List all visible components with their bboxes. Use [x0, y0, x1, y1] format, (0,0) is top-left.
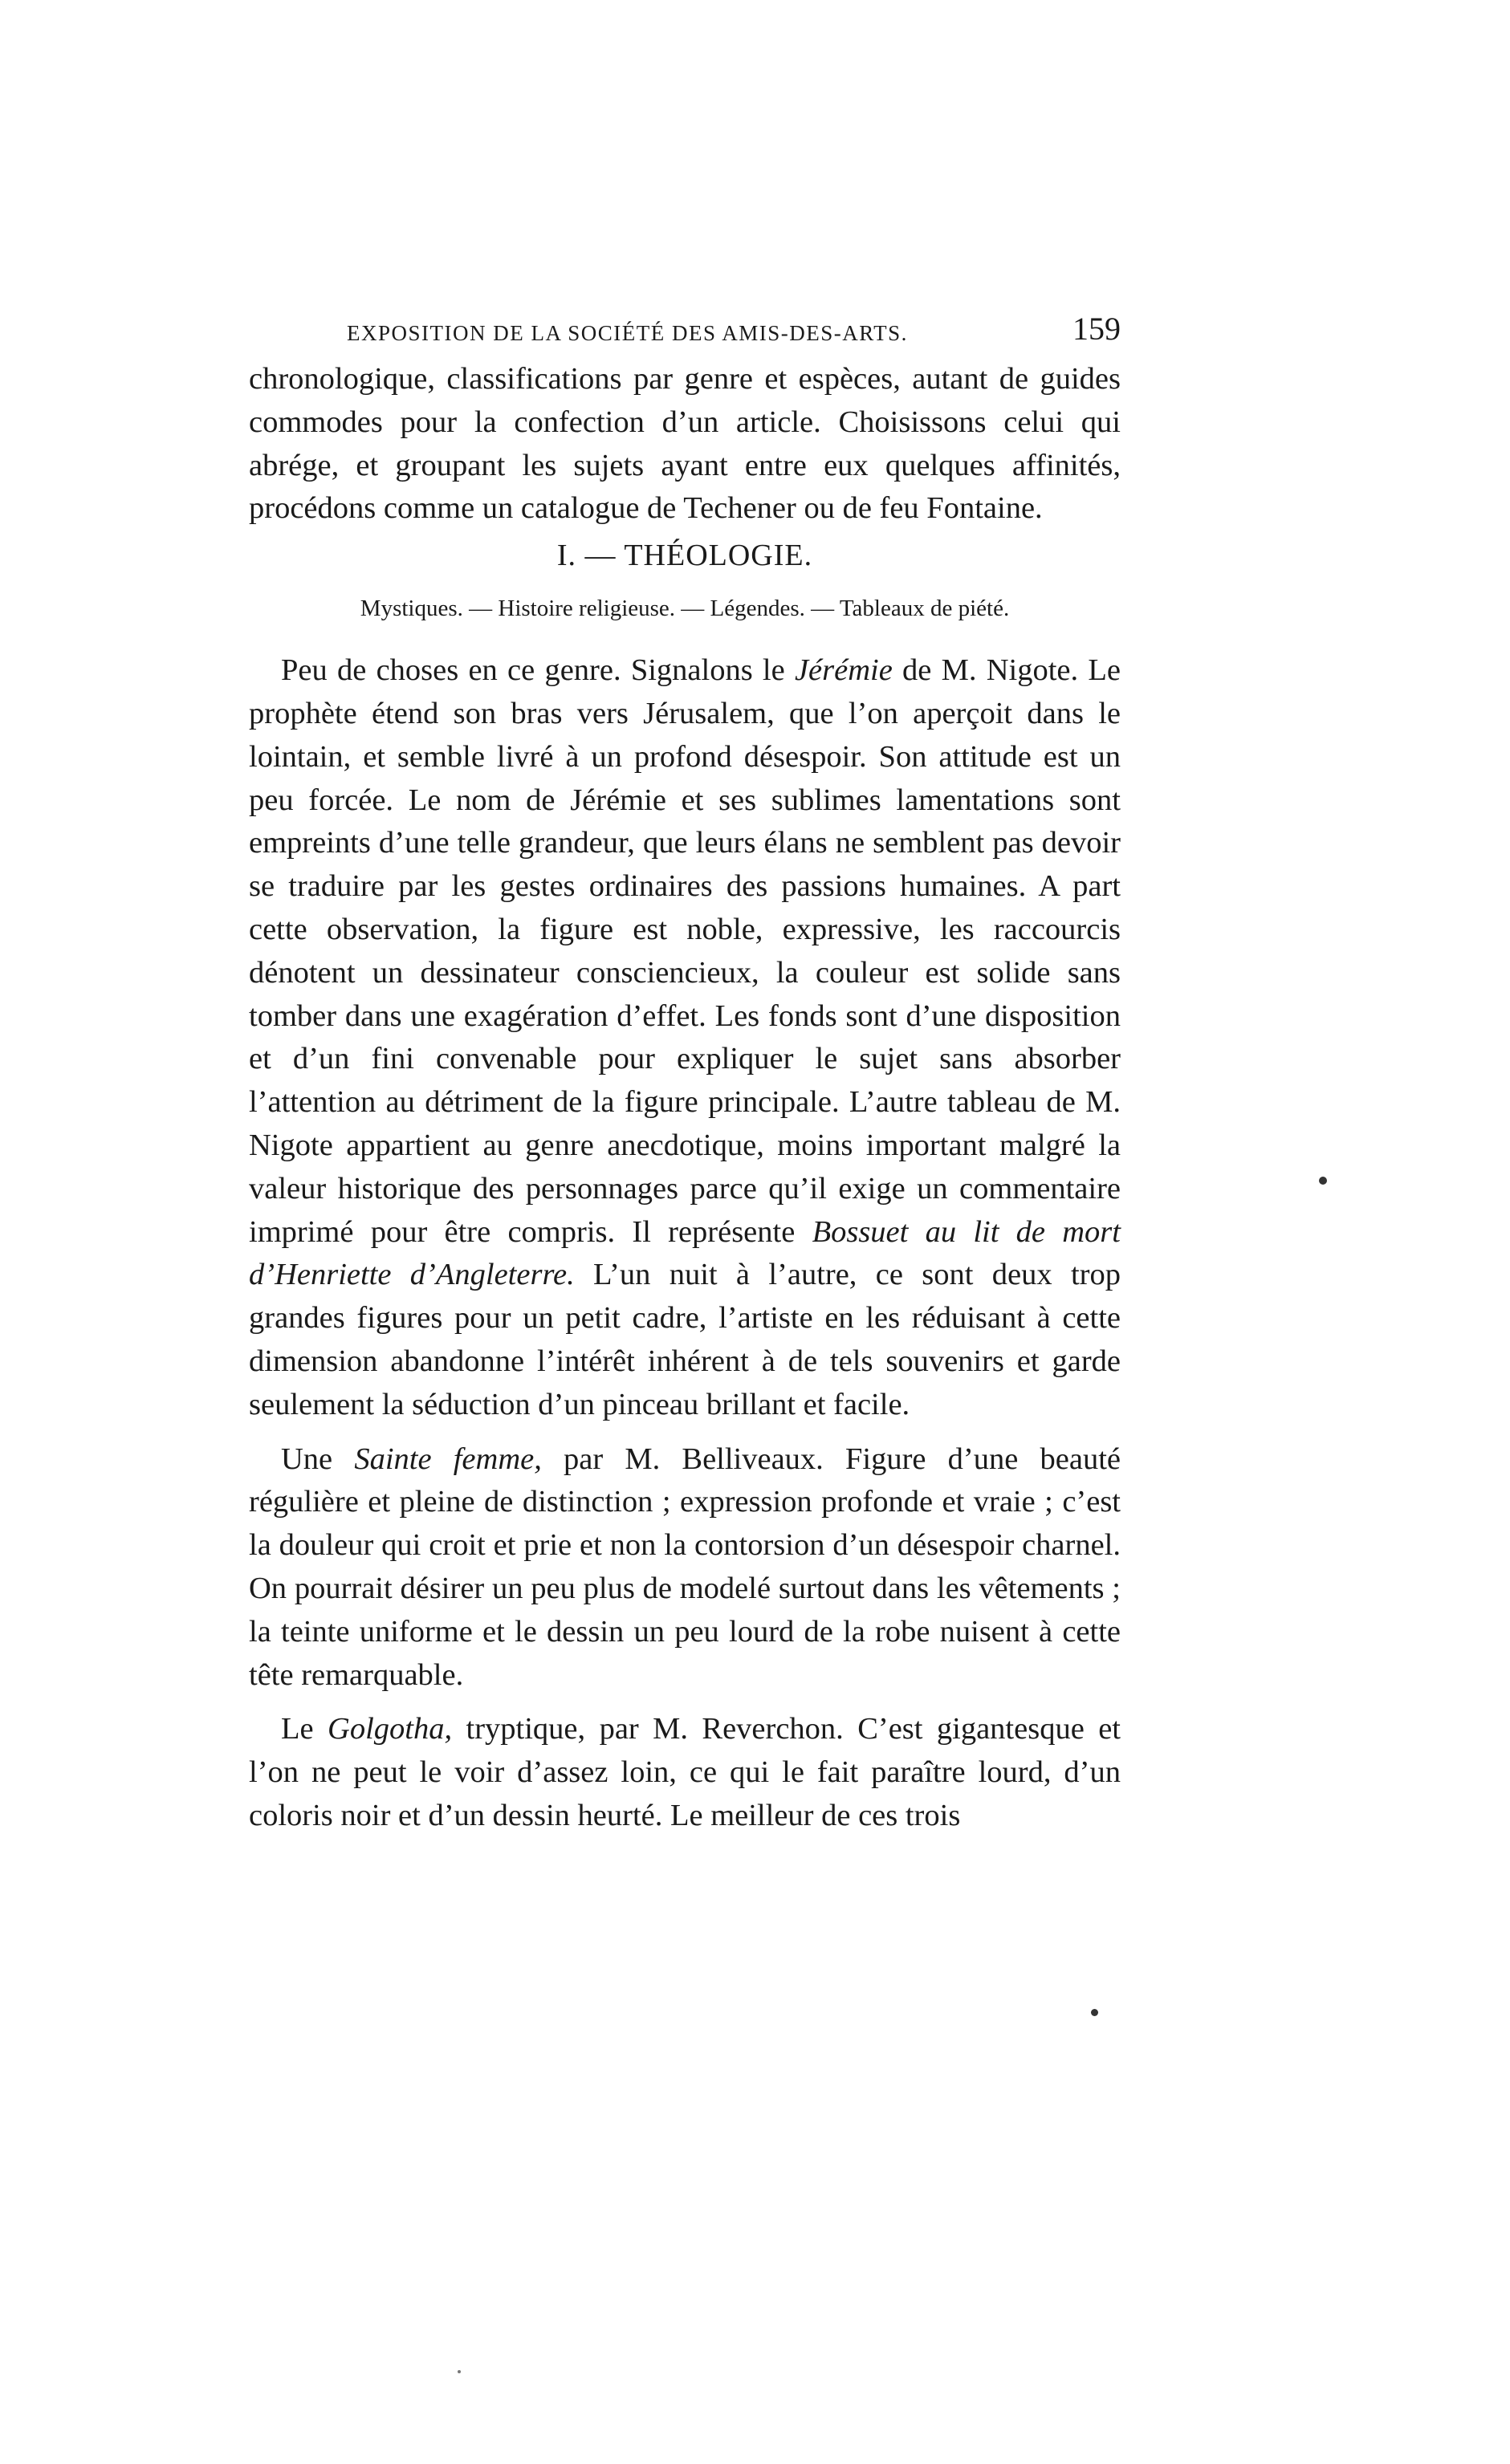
artwork-title: Sainte femme, — [354, 1441, 542, 1476]
paragraph-gap — [249, 1427, 1121, 1438]
running-head — [347, 310, 1121, 358]
paragraph-text: Le — [281, 1712, 328, 1746]
section-heading: I. — THÉOLOGIE. — [556, 539, 813, 573]
paragraph-gap — [249, 1697, 1121, 1708]
paragraph-golgotha — [249, 1708, 1121, 1837]
paragraph-sainte-femme — [249, 1438, 1121, 1698]
section-subheading: Mystiques. — Histoire religieuse. — Légendes. — Tableaux de piété. — [360, 596, 1010, 622]
page-number: 159 — [1072, 311, 1121, 347]
ink-speck — [1091, 2009, 1098, 2016]
intro-paragraph: chronologique, classifications par genre et espèces, autant de guides commodes pour la confection d’un article. Choisissons celui qui abrége, et groupant les sujets ayant entre eux quelques affinités, procédons comme un catalogue de Techener ou de feu Fontaine. — [249, 362, 1121, 526]
running-title: EXPOSITION DE LA SOCIÉTÉ DES AMIS-DES-ARTS. — [347, 321, 908, 345]
paragraph-text: L’un nuit à l’autre, ce sont deux trop grandes figures pour un petit cadre, l’artiste en les réduisant à cette dimension abandonne l’intérêt inhérent à de tels souvenirs et garde seulement la séduction d’un pinceau brillant et facile. — [249, 1258, 1121, 1421]
ink-speck — [458, 2370, 461, 2373]
paragraph-text: par M. Belliveaux. Figure d’une beauté régulière et pleine de distinction ; expression profonde et vraie ; c’est la douleur qui croit et prie et non la contorsion d’un désespoir charnel. On pourrait désirer un peu plus de modelé surtout dans les vêtements ; la teinte uniforme et le dessin un peu lourd de la robe nuisent à cette tête remarquable. — [249, 1441, 1121, 1692]
paragraph-text: tryptique, par M. Reverchon. C’est gigantesque et l’on ne peut le voir d’assez loin, ce qui le fait paraître lourd, d’un coloris noir et d’un dessin heurté. Le meilleur de ces trois — [249, 1712, 1121, 1832]
ink-speck — [1319, 1177, 1327, 1185]
artwork-title: Bossuet au lit de mort d’Henriette d’Angleterre. — [249, 1214, 1121, 1292]
paragraph-text: Une — [281, 1441, 355, 1476]
body-text — [249, 358, 1121, 1838]
artwork-title: Jérémie — [794, 653, 893, 688]
artwork-title: Golgotha, — [328, 1712, 453, 1746]
paragraph-text: de M. Nigote. Le prophète étend son bras vers Jérusalem, que l’on aperçoit dans le lointain, et semble livré à un profond désespoir. Son attitude est un peu forcée. Le nom de Jérémie et ses sublimes lamentations sont empreints d’une telle grandeur, que leurs élans ne semblent pas devoir se traduire par les gestes ordinaires des passions humaines. A part cette observation, la figure est noble, expressive, les raccourcis dénotent un dessinateur consciencieux, la couleur est solide sans tomber dans une exagération d’effet. Les fonds sont d’une disposition et d’un fini convenable pour expliquer le sujet sans absorber l’attention au détriment de la figure principale. L’autre tableau de M. Nigote appartient au genre anecdotique, moins important malgré la valeur historique des personnages parce qu’il exige un commentaire imprimé pour être compris. Il représente — [249, 653, 1121, 1249]
paragraph-text: Peu de choses en ce genre. Signalons le — [281, 653, 795, 688]
paragraph-jeremie — [249, 649, 1121, 1426]
